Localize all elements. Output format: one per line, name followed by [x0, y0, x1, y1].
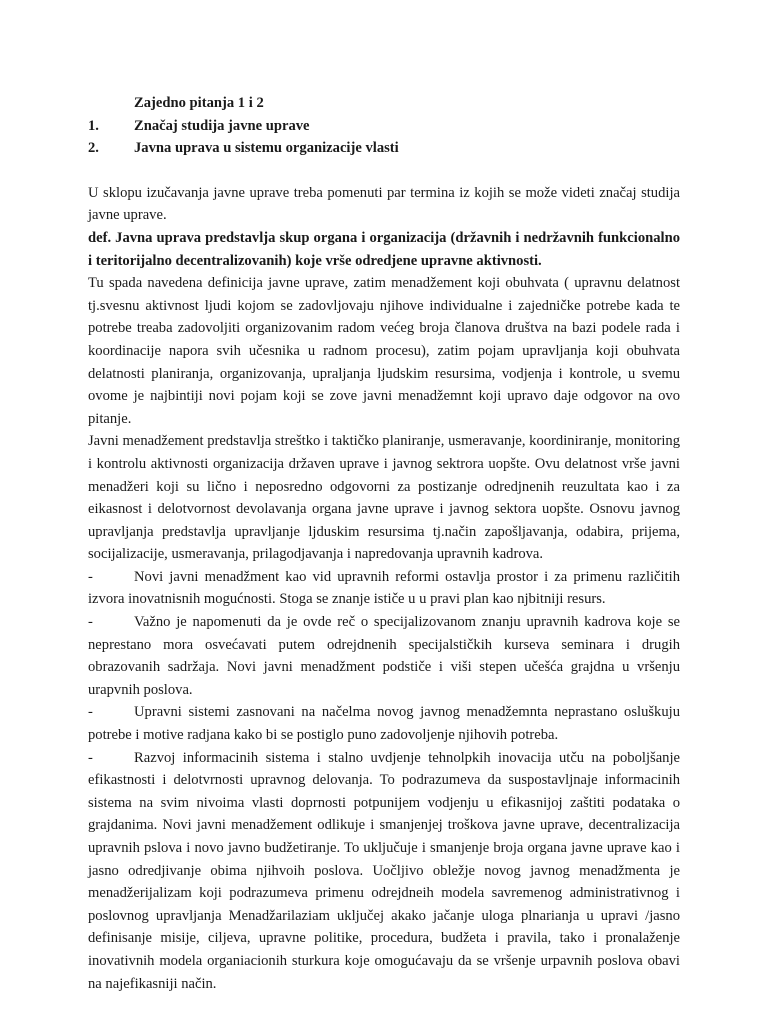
heading-number: 1. — [88, 117, 99, 134]
bullet-item-3 — [88, 701, 680, 746]
bullet-dash: - — [88, 704, 93, 721]
heading-number: 2. — [88, 140, 99, 157]
bullet-dash: - — [88, 614, 93, 631]
heading-number — [88, 92, 134, 115]
bullet-dash: - — [88, 749, 93, 766]
heading-line-0 — [88, 92, 680, 115]
bullet-text: Upravni sistemi zasnovani na načelma novog javnog menadžemnta neprastano osluškuju potrebe i motive radjana kako bi se postiglo puno zadovoljenje njihovih potreba. — [88, 704, 680, 744]
heading-block — [88, 92, 680, 160]
bullet-text: Razvoj informacinih sistema i stalno uvdjenje tehnolpkih inovacija utču na poboljšanje efikastnosti i delotvrnosti upravnog delovanja. To podrazumeva da suspostavljnaje informacinih sistema na svim nivoima vlasti doprnosti potpunijem vodjenju u efikasnijoj zaštiti podataka o grajdanima. Novi javni menadžement odlikuje i smanjenjej troškova javne uprave, decentralizacija upravnih pslova i novo javno budžetiranje. To uključuje i smanjenje broja organa javne uprave kao i jasno odredjivanje obima njihvoih poslova. Uočljivo obležje novog javnog menadžmenta je menadžerijalizam koji podrazumeva primenu odrejdneih modela savremenog administrativnog i poslovnog upravljanja Menadžarilaziam uključej akako jačanje uloga plnarianja u upravi /jasno definisanje misije, ciljeva, upravne politike, procedura, budžeta i pravila, tako i pronalaženje inovativnih modela organiacionih sturkura koje omogućavaju da se vršenje urpavnih poslova obavi na najefikasniji način. — [88, 749, 680, 992]
bullet-item-1 — [88, 566, 680, 611]
intro-paragraph: U sklopu izučavanja javne uprave treba pomenuti par termina iz kojih se može videti značaj studija javne uprave. — [88, 184, 680, 224]
body-paragraph-2: Javni menadžement predstavlja streštko i taktičko planiranje, usmeravanje, koordiniranje, monitoring i kontrolu aktivnosti organizacija državen uprave i javnog sektrora uopšte. Ovu delatnost vrše javni menadžeri koji su lično i neposredno odgovorni za postizanje odredjnenih reuzultata kao i za eikasnost i delotvornost devolavanja organa javne uprave i javnog sektora uopšte. Osnovu javnog upravljanja predstavlja upravljanje ljduskim resursima tj.način zapošljavanja, odabira, prijema, socijalizacije, usmeravanja, prilagodjavanja i napredovanja upravnih kadrova. — [88, 433, 680, 563]
heading-line-2 — [88, 137, 680, 160]
heading-title: Zajedno pitanja 1 i 2 — [134, 95, 264, 111]
bullet-item-2 — [88, 611, 680, 701]
body-paragraph-1: Tu spada navedena definicija javne uprave, zatim menadžement koji obuhvata ( upravnu delatnost tj.svesnu aktivnost ljudi kojom se zadovljovaju njihove individualne i zajedničke potrebe kada te potrebe treaba zadovoljiti organizovanim radom većeg broja članova društva na bazi podele rada i koordinacije napora svih učesnika u radnom procesu), zatim pojam upravljanja koji obuhvata delatnosti planiranja, organizovanja, upraljanja ljudskim resursima, vodjenja i kontrole, u svemu ovome je najbintiji novi pojam koji se zove javni menadžemnt koji upravo daje odgovor na ovo pitanje. — [88, 275, 680, 427]
spacer — [88, 160, 680, 182]
heading-line-1 — [88, 115, 680, 138]
heading-title: Značaj studija javne uprave — [134, 117, 310, 134]
heading-title: Javna uprava u sistemu organizacije vlasti — [134, 140, 399, 157]
bullet-item-4 — [88, 747, 680, 996]
bullet-text: Novi javni menadžment kao vid upravnih reformi ostavlja prostor i za primenu različitih izvora inovatnisnih mogućnosti. Stoga se znanje ističe u u pravi plan kao njbitniji resurs. — [88, 568, 680, 608]
bullet-text: Važno je napomenuti da je ovde reč o specijalizovanom znanju upravnih kadrova koje se neprestano mora osvećavati putem odrejdnenih specijalstičkih kurseva seminara i drugih obrazovanih sadržaja. Novi javni menadžment podstiče i viši stepen učešća grajdna u vršenju urapvnih poslova. — [88, 614, 680, 698]
bullet-dash: - — [88, 568, 93, 585]
definition-paragraph: def. Javna uprava predstavlja skup organa i organizacija (državnih i nedržavnih funkcionalno i teritorijalno decentralizovanih) koje vrše odredjene upravne aktivnosti. — [88, 229, 680, 269]
